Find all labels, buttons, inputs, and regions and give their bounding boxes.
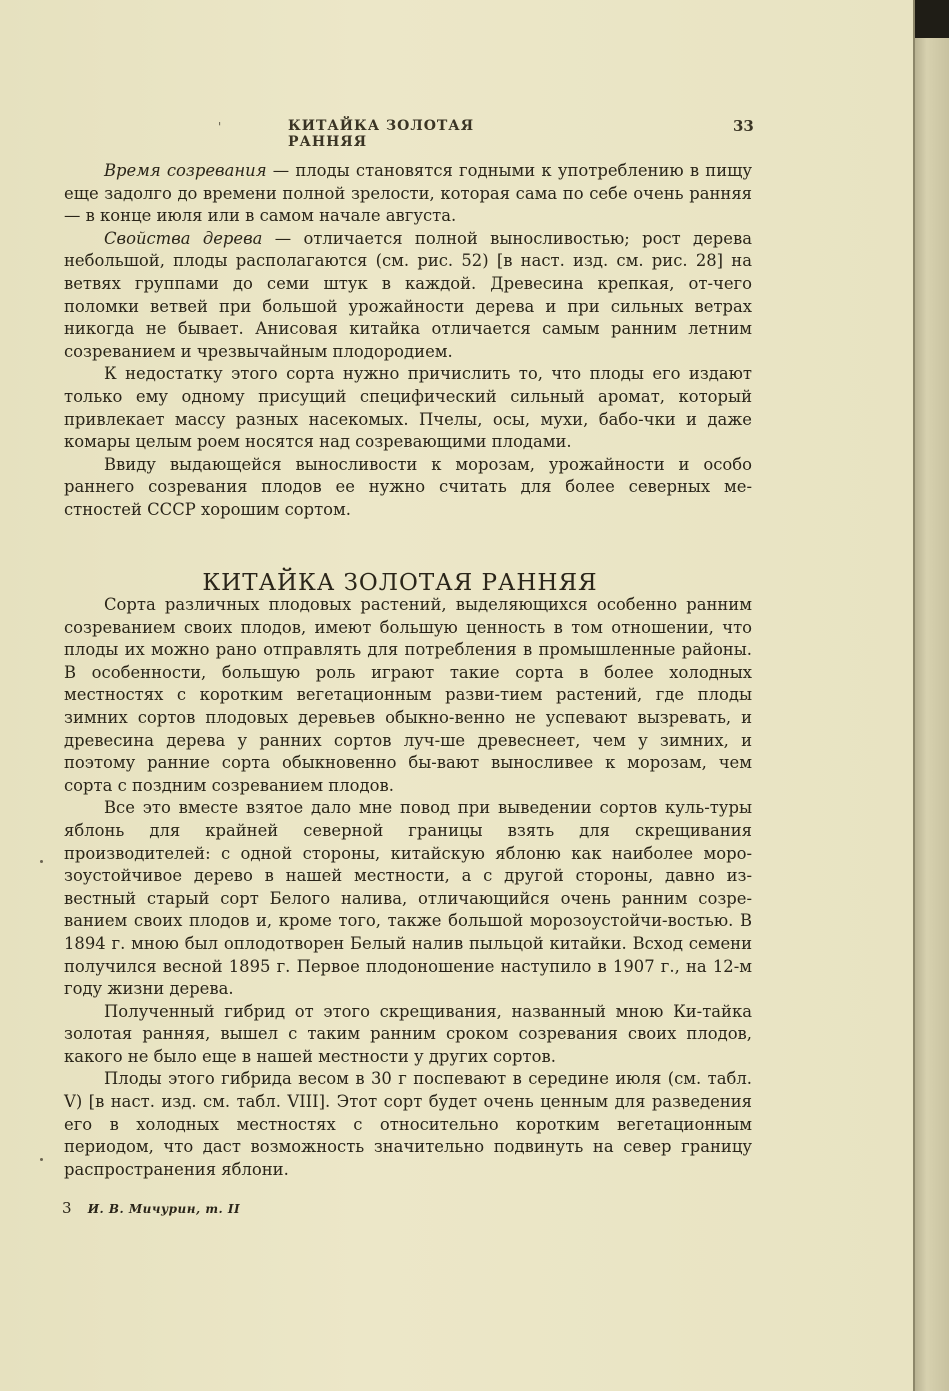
paragraph: Ввиду выдающейся выносливости к морозам, урожайности и особо раннего созревания плодов ее нужно считать для более северных ме-стностей СССР хорошим сортом. — [64, 454, 752, 519]
section-heading: КИТАЙКА ЗОЛОТАЯ РАННЯЯ — [202, 570, 598, 597]
paragraph: Плоды этого гибрида весом в 30 г поспевают в середине июля (см. табл. V) [в наст. изд. см. табл. VIII]. Этот сорт будет очень ценным для разведения его в холодных местностях с относительно коротким вегетационным периодом, что даст возможность значительно подвинуть на север границу распространения яблони. — [64, 1069, 752, 1179]
paragraph: Полученный гибрид от этого скрещивания, названный мною Ки-тайка золотая ранняя, вышел с таким ранним сроком созревания своих плодов, какого не было еще в нашей местности у других сортов. — [64, 1001, 752, 1066]
book-spine — [913, 0, 949, 1391]
section-2-text — [64, 594, 752, 1181]
paragraph-text: — плоды становятся годными к употреблению в пищу еще задолго до времени полной зрелости, которая сама по себе очень ранняя — в конце июля или в самом начале августа. — [64, 161, 752, 226]
signature-number: 3 — [62, 1199, 72, 1217]
paragraph-text: — отличается полной выносливостью; рост дерева небольшой, плоды располагаются (см. рис. 52) [в наст. изд. см. рис. 28] на ветвях группами до семи штук в каждой. Древесина крепкая, от-чего поломки ветвей при большой урожайности дерева и при сильных ветрах никогда не бывает. Анисовая китайка отличается самым ранним летним созреванием и чрезвычайным плодородием. — [64, 228, 752, 361]
paragraph: Все это вместе взятое дало мне повод при выведении сортов куль-туры яблонь для крайней северной границы взять для скрещивания производителей: с одной стороны, китайскую яблоню как наиболее моро-зоустойчивое дерево в нашей местности, а с другой стороны, давно из-вестный старый сорт Белого налива, отличающийся очень ранним созре-ванием своих плодов и, кроме того, также большой морозоустойчи-востью. В 1894 г. мною был оплодотворен Белый налив пыльцой китайки. Всход семени получился весной 1895 г. Первое плодоношение наступило в 1907 г., на 12-м году жизни дерева. — [64, 798, 752, 999]
paragraph — [64, 228, 752, 364]
running-head: КИТАЙКА ЗОЛОТАЯ РАННЯЯ — [288, 118, 475, 150]
spine-shadow — [915, 0, 949, 38]
margin-mark: ' — [218, 120, 222, 134]
section-1-text — [64, 160, 752, 522]
speck — [40, 1158, 43, 1161]
italic-term: Свойства дерева — [104, 228, 263, 248]
speck — [40, 860, 43, 863]
italic-term: Время созревания — [104, 161, 267, 180]
paragraph: К недостатку этого сорта нужно причислить то, что плоды его издают только ему одному присущий специфический сильный аромат, который привлекает массу разных насекомых. Пчелы, осы, мухи, бабо-чки и даже комары целым роем носятся над созревающими плодами. — [64, 364, 752, 452]
paragraph: Сорта различных плодовых растений, выделяющихся особенно ранним созреванием своих плодов, имеют большую ценность в том отношении, что плоды их можно рано отправлять для потребления в промышленные районы. В особенности, большую роль играют такие сорта в более холодных местностях с коротким вегетационным разви-тием растений, где плоды зимних сортов плодовых деревьев обыкно-венно не успевают вызревать, и древесина дерева у ранних сортов луч-ше древеснеет, чем у зимних, и поэтому ранние сорта обыкновенно бы-вают выносливее к морозам, чем сорта с поздним созреванием плодов. — [64, 595, 752, 795]
page-number: 33 — [733, 117, 754, 135]
paragraph — [64, 160, 752, 228]
footer-signature — [62, 1199, 240, 1217]
footer-title: И. В. Мичурин, т. II — [87, 1202, 241, 1216]
